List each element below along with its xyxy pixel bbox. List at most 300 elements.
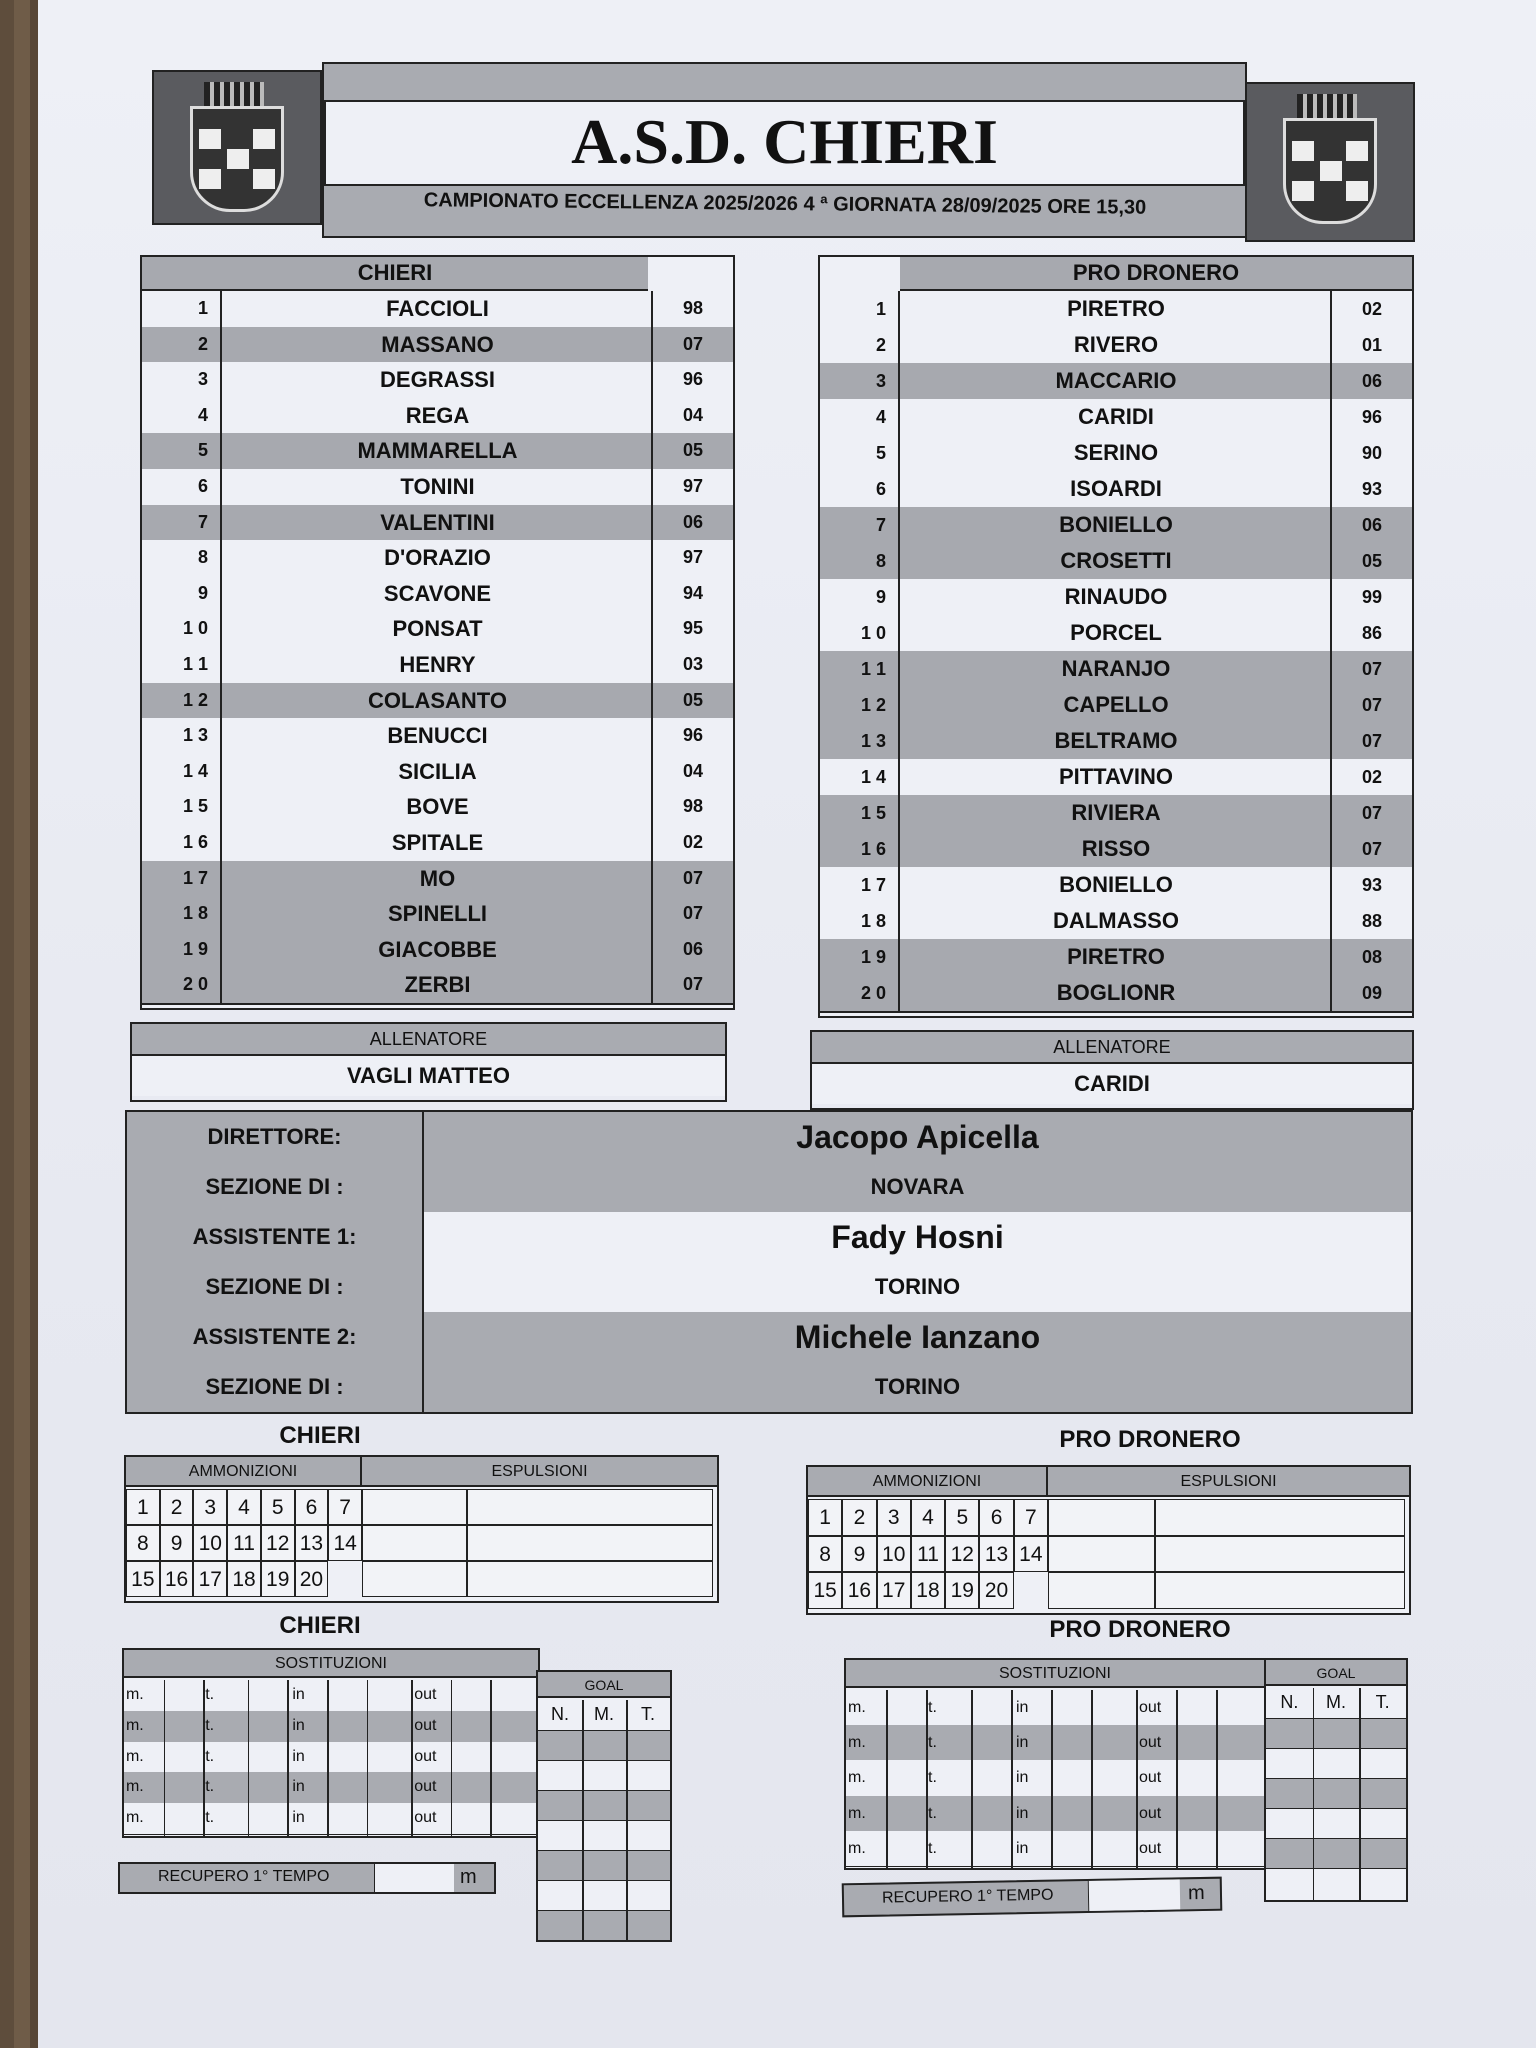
player-name: ZERBI [404,972,471,998]
espulsioni-header: ESPULSIONI [362,1457,717,1487]
home-coach-box [130,1022,727,1102]
expulsion-detail-cell[interactable] [1155,1572,1405,1609]
half-label: t. [205,1686,215,1703]
birth-year: 96 [651,362,733,398]
away-roster-header: PRO DRONERO [900,257,1412,291]
substitution-row [124,1742,538,1774]
booking-number-cell[interactable]: 14 [1014,1536,1048,1573]
club-shield-icon [190,106,284,212]
substitutions-header: SOSTITUZIONI [846,1660,1264,1688]
booking-number-cell[interactable]: 1 [126,1489,160,1525]
birth-year: 09 [1330,975,1412,1011]
birth-year: 07 [1330,795,1412,831]
away-subs-title: PRO DRONERO [1049,1616,1231,1643]
player-name: REGA [405,402,470,428]
goal-row [538,1790,670,1820]
out-label: out [1139,1699,1162,1716]
out-label: out [1139,1839,1162,1857]
birth-year: 06 [1330,507,1412,543]
shirt-number: 6 [820,471,900,507]
shirt-number: 8 [142,540,222,576]
booking-number-cell[interactable]: 10 [193,1525,227,1561]
away-recupero-unit: m [1187,1881,1205,1905]
booking-number-cell[interactable]: 18 [911,1572,945,1609]
grid-line [1313,1688,1315,1900]
birth-year: 07 [1330,831,1412,867]
substitution-row [124,1772,538,1804]
half-label: t. [928,1699,937,1716]
ammonizioni-header: AMMONIZIONI [808,1467,1048,1497]
crest-left [152,70,322,225]
booking-number-cell[interactable]: 8 [126,1525,160,1561]
player-name: SPINELLI [387,901,487,927]
booking-number-cell[interactable]: 2 [842,1499,876,1536]
booking-number-cell[interactable]: 19 [945,1572,979,1609]
booking-number-cell[interactable]: 9 [160,1525,194,1561]
goal-row [538,1850,670,1880]
player-name: BELTRAMO [1054,728,1178,753]
booking-number-cell[interactable]: 20 [979,1572,1013,1609]
player-name: VALENTINI [380,509,495,535]
away-coach-box [810,1030,1414,1110]
grid-line [1359,1688,1361,1900]
away-recupero-label: RECUPERO 1° TEMPO [881,1886,1054,1907]
player-row [820,507,1412,545]
ammonizioni-header: AMMONIZIONI [126,1457,362,1487]
shirt-number: 1 3 [820,723,900,759]
minute-label: m. [125,1778,144,1796]
half-label: t. [205,1809,215,1827]
player-name: BENUCCI [387,723,488,749]
goal-column-header: M. [1325,1692,1346,1712]
player-name: PORCEL [1070,620,1162,645]
grid-line [327,1680,329,1836]
player-row [820,651,1412,689]
shirt-number: 1 0 [142,611,222,647]
expulsion-number-cell[interactable] [362,1525,467,1561]
booking-number-cell[interactable]: 7 [328,1489,362,1525]
birth-year: 08 [1330,939,1412,975]
away-coach-label: ALLENATORE [812,1032,1412,1064]
official-label: SEZIONE DI : [127,1362,424,1412]
substitution-row [124,1711,538,1743]
booking-number-cell[interactable]: 11 [227,1525,261,1561]
birth-year: 06 [651,505,733,541]
player-name: SCAVONE [383,580,492,606]
official-row [127,1262,1411,1314]
shirt-number: 1 2 [820,687,900,723]
birth-year: 02 [651,825,733,861]
shirt-number: 1 9 [820,939,900,975]
birth-year: 07 [651,967,733,1003]
half-label: t. [928,1769,937,1787]
booking-number-cell[interactable]: 5 [261,1489,295,1525]
player-row [142,433,733,471]
player-name: ISOARDI [1070,476,1162,501]
player-row [142,825,733,863]
booking-number-cell[interactable]: 16 [160,1561,194,1597]
home-roster [140,255,735,1010]
crown-icon [1297,94,1357,118]
goal-row [1266,1868,1406,1898]
player-row [820,471,1412,509]
out-label: out [1139,1769,1162,1787]
official-value: TORINO [874,1374,961,1399]
booking-number-cell[interactable]: 3 [193,1489,227,1525]
in-label: in [292,1686,305,1703]
birth-year: 99 [1330,579,1412,615]
player-row [142,683,733,721]
player-name: PITTAVINO [1058,764,1174,789]
grid-line [451,1680,453,1836]
booking-number-cell[interactable]: 17 [877,1572,911,1609]
goal-header: GOAL [1266,1660,1406,1686]
booking-number-cell[interactable]: 19 [261,1561,295,1597]
minute-label: m. [848,1839,866,1857]
shirt-number: 1 3 [142,718,222,754]
birth-year: 88 [1330,903,1412,939]
in-label: in [1016,1769,1029,1787]
club-title: A.S.D. CHIERI [571,106,998,177]
official-label: ASSISTENTE 1: [127,1212,424,1262]
expulsion-number-cell[interactable] [362,1489,467,1525]
booking-number-cell[interactable]: 12 [945,1536,979,1573]
booking-number-cell[interactable]: 1 [808,1499,842,1536]
expulsion-detail-cell[interactable] [467,1525,713,1561]
shirt-number: 3 [820,363,900,399]
player-name: PIRETRO [1067,944,1165,969]
birth-year: 97 [651,469,733,505]
player-row [142,398,733,436]
birth-year: 98 [651,789,733,825]
goal-column-header: T. [1375,1692,1390,1712]
shirt-number: 9 [820,579,900,615]
grid-line [490,1680,492,1836]
minute-label: m. [848,1699,866,1716]
out-label: out [414,1809,437,1827]
official-row [127,1162,1411,1214]
shirt-number: 2 [142,327,222,363]
expulsion-detail-cell[interactable] [467,1561,713,1597]
player-row [820,831,1412,869]
expulsion-number-cell[interactable] [362,1561,467,1597]
player-name: RIVERO [1073,332,1159,357]
player-row [820,291,1412,329]
half-label: t. [205,1747,215,1765]
grid-line [1051,1690,1053,1868]
booking-number-cell[interactable]: 8 [808,1536,842,1573]
shirt-number: 7 [820,507,900,543]
away-roster [818,255,1414,1018]
expulsion-number-cell[interactable] [1048,1572,1155,1609]
player-name: SICILIA [398,758,477,784]
booking-number-cell[interactable]: 2 [160,1489,194,1525]
half-label: t. [928,1734,937,1752]
booking-number-cell[interactable]: 18 [227,1561,261,1597]
booking-number-cell[interactable]: 16 [842,1572,876,1609]
away-coach-name: CARIDI [812,1064,1412,1104]
official-row [127,1112,1411,1164]
birth-year: 04 [651,398,733,434]
shirt-number: 1 1 [820,651,900,687]
birth-year: 07 [1330,687,1412,723]
home-recupero-unit: m [460,1866,477,1888]
player-row [820,399,1412,437]
goal-row [538,1760,670,1790]
grid-line [886,1690,888,1868]
expulsion-detail-cell[interactable] [467,1489,713,1525]
booking-number-cell[interactable]: 11 [911,1536,945,1573]
shirt-number: 1 9 [142,932,222,968]
official-value: Jacopo Apicella [796,1119,1039,1155]
player-row [820,867,1412,905]
player-name: CROSETTI [1060,548,1172,573]
minute-label: m. [125,1716,144,1734]
goal-row [1266,1778,1406,1808]
player-row [142,754,733,792]
in-label: in [292,1716,305,1734]
shirt-number: 1 4 [820,759,900,795]
player-name: DALMASSO [1053,908,1179,933]
player-row [142,291,733,329]
official-value: Fady Hosni [831,1219,1004,1255]
shirt-number: 5 [142,433,222,469]
booking-number-cell[interactable]: 6 [979,1499,1013,1536]
shirt-number: 7 [142,505,222,541]
goal-row [1266,1838,1406,1868]
espulsioni-header: ESPULSIONI [1048,1467,1409,1497]
booking-number-cell[interactable]: 13 [979,1536,1013,1573]
shirt-number: 2 0 [820,975,900,1011]
shirt-number: 1 6 [142,825,222,861]
birth-year: 05 [651,433,733,469]
birth-year: 97 [651,540,733,576]
in-label: in [1016,1734,1029,1752]
booking-number-cell[interactable]: 12 [261,1525,295,1561]
birth-year: 05 [1330,543,1412,579]
title-box [324,100,1245,186]
player-name: HENRY [399,652,476,677]
booking-number-cell[interactable]: 5 [945,1499,979,1536]
player-name: BONIELLO [1059,512,1173,537]
birth-year: 07 [1330,651,1412,687]
player-row [820,543,1412,581]
player-row [820,363,1412,401]
player-row [820,687,1412,725]
expulsion-detail-cell[interactable] [1155,1536,1405,1573]
shirt-number: 8 [820,543,900,579]
official-value: NOVARA [870,1174,965,1199]
substitution-row [846,1796,1264,1832]
birth-year: 04 [651,754,733,790]
birth-year: 05 [651,683,733,719]
in-label: in [292,1778,305,1796]
player-name: NARANJO [1061,656,1171,681]
half-label: t. [928,1839,937,1857]
birth-year: 01 [1330,327,1412,363]
player-row [820,975,1412,1013]
birth-year: 02 [1330,759,1412,795]
home-recupero-label: RECUPERO 1° TEMPO [158,1868,330,1885]
out-label: out [1139,1734,1162,1752]
substitution-row [846,1831,1264,1867]
birth-year: 95 [651,611,733,647]
minute-label: m. [848,1734,866,1752]
home-roster-header: CHIERI [142,257,648,291]
player-row [142,611,733,649]
expulsion-number-cell[interactable] [1048,1536,1155,1573]
home-discipline-title: CHIERI [279,1422,361,1449]
shirt-number: 1 7 [820,867,900,903]
crest-right [1245,82,1415,242]
in-label: in [292,1747,305,1765]
shirt-number: 4 [820,399,900,435]
home-subs-title: CHIERI [279,1612,361,1639]
minute-label: m. [848,1804,866,1822]
player-name: CARIDI [1078,404,1154,429]
club-shield-icon [1283,118,1377,224]
minute-label: m. [848,1769,866,1787]
shirt-number: 1 2 [142,683,222,719]
booking-number-cell[interactable]: 14 [328,1525,362,1561]
booking-number-cell[interactable]: 9 [842,1536,876,1573]
player-row [820,939,1412,977]
out-label: out [414,1686,437,1703]
player-row [142,540,733,578]
player-row [820,579,1412,617]
away-discipline-title: PRO DRONERO [1059,1426,1241,1453]
player-name: D'ORAZIO [384,545,491,571]
birth-year: 98 [651,291,733,327]
player-name: GIACOBBE [378,936,497,962]
match-subtitle: CAMPIONATO ECCELLENZA 2025/2026 4 ª GIORNATA 28/09/2025 ORE 15,30 [423,189,1147,219]
grid-line [1136,1690,1138,1868]
player-row [820,327,1412,365]
grid-line [1216,1690,1218,1868]
shirt-number: 1 4 [142,754,222,790]
player-name: BOGLIONR [1056,980,1176,1005]
official-label: ASSISTENTE 2: [127,1312,424,1362]
player-row [820,795,1412,833]
grid-line [203,1680,205,1836]
away-goal-table [1264,1658,1408,1902]
shirt-number: 4 [142,398,222,434]
player-row [142,861,733,899]
player-name: MASSANO [381,331,494,357]
booking-number-cell[interactable]: 13 [295,1525,329,1561]
away-discipline-table [806,1465,1411,1615]
birth-year: 94 [651,576,733,612]
expulsion-number-cell[interactable] [1048,1499,1155,1536]
player-name: RIVIERA [1071,800,1161,825]
player-row [142,896,733,934]
grid-line [971,1690,973,1868]
shirt-number: 9 [142,576,222,612]
substitution-row [846,1725,1264,1761]
official-label: DIRETTORE: [127,1112,424,1162]
substitution-row [846,1690,1264,1726]
booking-number-cell[interactable]: 15 [126,1561,160,1597]
home-recupero [118,1862,496,1894]
shirt-number: 1 [142,291,222,327]
booking-number-cell[interactable]: 20 [295,1561,329,1597]
home-coach-name: VAGLI MATTEO [132,1056,725,1096]
player-row [820,723,1412,761]
goal-row [538,1880,670,1910]
minute-label: m. [125,1747,144,1765]
in-label: in [292,1809,305,1827]
shirt-number: 1 6 [820,831,900,867]
birth-year: 96 [1330,399,1412,435]
crown-icon [204,82,264,106]
birth-year: 90 [1330,435,1412,471]
player-name: SPITALE [391,830,484,855]
booking-number-cell[interactable]: 7 [1014,1499,1048,1536]
away-substitutions-table [844,1658,1266,1870]
home-recupero-input[interactable] [374,1864,454,1892]
home-goal-table [536,1670,672,1942]
player-name: PIRETRO [1067,296,1165,321]
goal-header: GOAL [538,1672,670,1698]
expulsion-detail-cell[interactable] [1155,1499,1405,1536]
booking-number-cell[interactable]: 6 [295,1489,329,1525]
official-row [127,1362,1411,1414]
player-row [820,903,1412,941]
shirt-number: 1 1 [142,647,222,683]
player-name: MAMMARELLA [357,438,518,464]
birth-year: 06 [651,932,733,968]
half-label: t. [928,1804,937,1822]
booking-number-cell[interactable]: 4 [911,1499,945,1536]
booking-number-cell[interactable]: 10 [877,1536,911,1573]
official-label: SEZIONE DI : [127,1162,424,1212]
player-row [142,789,733,827]
goal-column-header: T. [640,1704,655,1724]
shirt-number: 2 [820,327,900,363]
booking-number-cell[interactable]: 15 [808,1572,842,1609]
player-name: RISSO [1081,836,1151,861]
player-row [142,327,733,365]
in-label: in [1016,1839,1029,1857]
goal-column-header: N. [551,1704,569,1724]
goal-column-header: N. [1280,1692,1299,1712]
grid-line [626,1700,628,1940]
birth-year: 02 [1330,291,1412,327]
substitution-row [846,1760,1264,1796]
grid-line [1176,1690,1178,1868]
player-row [142,362,733,400]
grid-line [287,1680,289,1836]
booking-number-cell[interactable]: 4 [227,1489,261,1525]
grid-line [582,1700,584,1940]
shirt-number: 1 8 [820,903,900,939]
grid-line [164,1680,166,1836]
half-label: t. [205,1778,215,1796]
player-name: FACCIOLI [386,296,489,321]
booking-number-cell[interactable]: 17 [193,1561,227,1597]
birth-year: 07 [1330,723,1412,759]
in-label: in [1016,1804,1029,1822]
away-recupero-input[interactable] [1088,1879,1181,1911]
booking-number-cell[interactable]: 3 [877,1499,911,1536]
in-label: in [1016,1699,1029,1716]
goal-row [1266,1718,1406,1748]
birth-year: 07 [651,896,733,932]
player-name: PONSAT [392,616,483,642]
goal-column-header: M. [594,1704,614,1724]
player-row [820,615,1412,653]
shirt-number: 2 0 [142,967,222,1003]
